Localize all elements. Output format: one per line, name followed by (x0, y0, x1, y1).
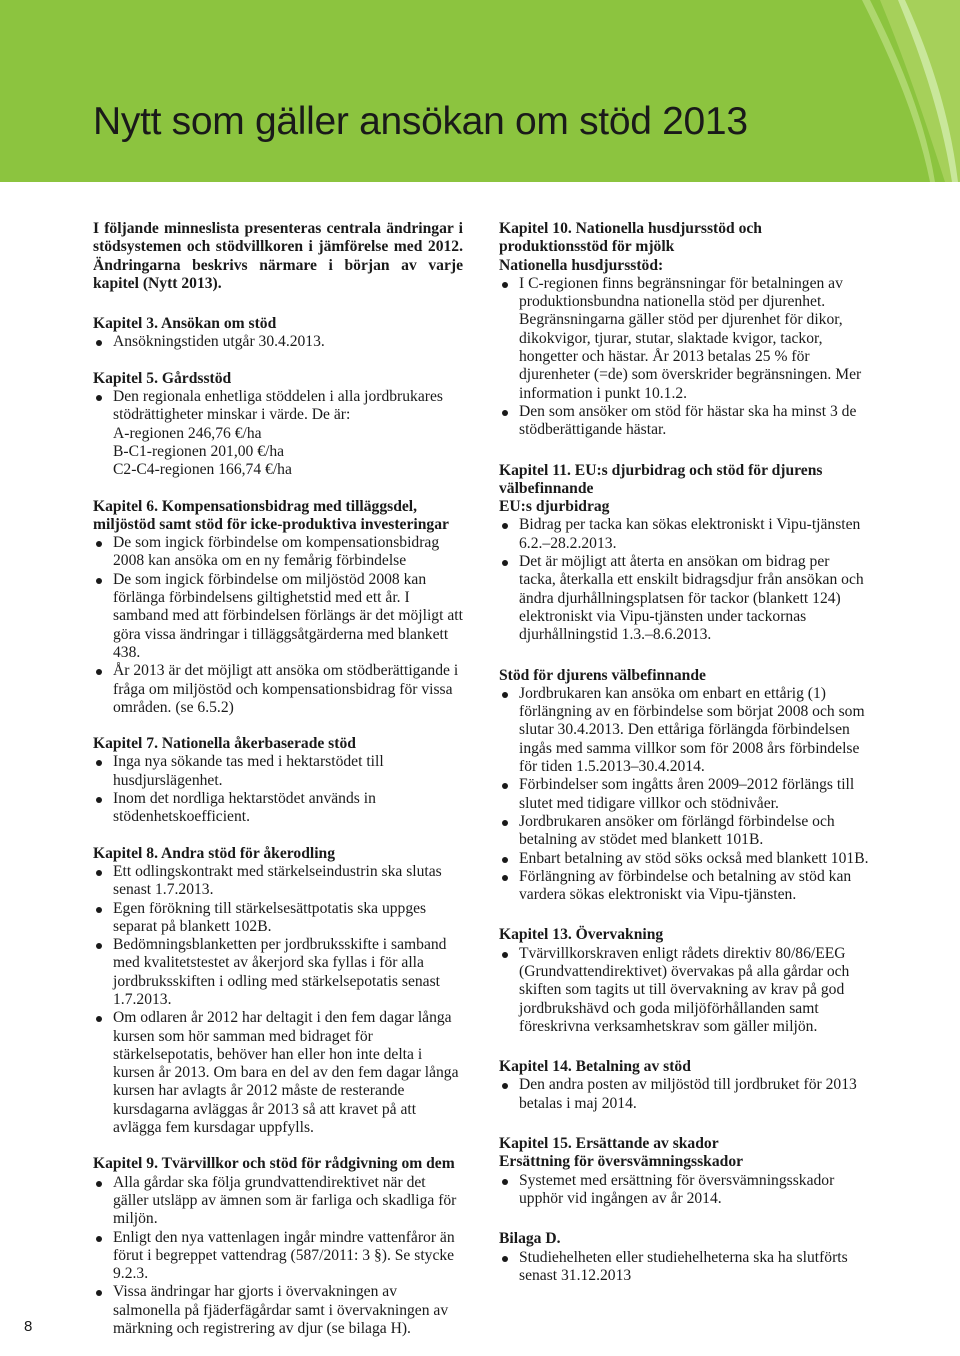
bullet-list (93, 753, 463, 826)
list-item: Tvärvillkorskraven enligt rådets direktiv 80/86/EEG (Grundvattendirektivet) övervakas på alla gårdar och skiften som tagits ut till övervakning av krav på god jordbrukshävd och goda miljöförhållanden samt föreskrivna verksamhetskrav som gäller miljön. (499, 945, 869, 1036)
section-kapitel-10 (499, 220, 869, 440)
list-item: Studiehelheten eller studiehelheterna ska ha slutförts senast 31.12.2013 (499, 1249, 869, 1286)
bullet-list (499, 516, 869, 644)
section-kapitel-8 (93, 845, 463, 1138)
bullet-list (499, 1249, 869, 1286)
list-item: Förbindelser som ingåtts åren 2009–2012 förlängs till slutet med tidigare villkor och stödnivåer. (499, 776, 869, 813)
intro-paragraph: I följande minneslista presenteras centrala ändringar i stödsystemen och stödvillkoren i jämförelse med 2012. Ändringarna beskrivs närmare i början av varje kapitel (Nytt 2013). (93, 220, 463, 292)
page-number: 8 (24, 1318, 33, 1335)
page-title: Nytt som gäller ansökan om stöd 2013 (93, 100, 748, 143)
bullet-list (93, 333, 463, 351)
section-heading: Stöd för djurens välbefinnande (499, 666, 706, 684)
section-heading: Kapitel 14. Betalning av stöd (499, 1058, 691, 1076)
bullet-list (499, 1076, 869, 1113)
bullet-list (93, 863, 463, 1137)
header-banner (0, 0, 960, 182)
list-item: Inom det nordliga hektarstödet används in stödenhetskoefficient. (93, 790, 463, 827)
bullet-list (499, 685, 869, 905)
list-item: Ett odlingskontrakt med stärkelseindustrin ska slutas senast 1.7.2013. (93, 863, 463, 900)
section-heading: Kapitel 3. Ansökan om stöd (93, 315, 277, 333)
list-item: De som ingick förbindelse om miljöstöd 2008 kan förlänga förbindelsens giltighetstid med ett år. I samband med att förbindelsen förlängs är det möjligt att göra vissa ändringar i tilläggsåtgärderna med blankett 438. (93, 571, 463, 662)
list-item: Den andra posten av miljöstöd till jordbruket för 2013 betalas i maj 2014. (499, 1076, 869, 1113)
list-item: Den regionala enhetliga stöddelen i alla jordbrukares stödrättigheter minskar i värde. De är: (93, 388, 463, 425)
list-item: Enligt den nya vattenlagen ingår mindre vattenfåror än förut i begreppet vattendrag (587/2011: 3 §). Se stycke 9.2.3. (93, 1229, 463, 1284)
section-kapitel-3 (93, 315, 463, 352)
rate-line: B-C1-regionen 201,00 €/ha (113, 442, 285, 460)
section-kapitel-13 (499, 926, 869, 1036)
list-item: Jordbrukaren kan ansöka om enbart en ettårig (1) förlängning av en förbindelse som börjat 2008 och som slutar 30.4.2013. Den ettåriga förlängda förbindelsen ingås med samma villkor som för 2008 års förbindelse för tiden 1.5.2013–30.4.2014. (499, 685, 869, 776)
list-item: Ansökningstiden utgår 30.4.2013. (93, 333, 463, 351)
list-item: Om odlaren år 2012 har deltagit i den fem dagar långa kursen som hör samman med bidraget för stärkelsepotatis, behöver han eller hon inte delta i kursen år 2013. Om bara en del av den fem dagar långa kursen har avlagts år 2012 måste de resterande kursdagarna avläggas år 2013 så att kravet på att avlägga fem kursdagar uppfylls. (93, 1009, 463, 1137)
right-column (499, 220, 869, 1303)
list-item: Enbart betalning av stöd söks också med blankett 101B. (499, 850, 869, 868)
list-item: Inga nya sökande tas med i hektarstödet till husdjurslägenhet. (93, 753, 463, 790)
rate-line: C2-C4-regionen 166,74 €/ha (113, 461, 292, 479)
section-kapitel-14 (499, 1058, 869, 1113)
section-subheading: Ersättning för översvämningsskador (499, 1153, 744, 1171)
section-kapitel-9 (93, 1155, 463, 1338)
list-item: Bidrag per tacka kan sökas elektroniskt i Vipu-tjänsten 6.2.–28.2.2013. (499, 516, 869, 553)
section-kapitel-11 (499, 462, 869, 645)
section-heading: Kapitel 5. Gårdsstöd (93, 369, 232, 387)
section-heading: Kapitel 9. Tvärvillkor och stöd för rådgivning om dem (93, 1155, 455, 1173)
bullet-list (499, 1172, 869, 1209)
bullet-list (499, 275, 869, 440)
list-item: Bedömningsblanketten per jordbruksskifte i samband med kvalitetstestet av åkerjord ska fyllas i för alla jordbruksskiften i odling med stärkelsepotatis senast 1.7.2013. (93, 936, 463, 1009)
list-item: År 2013 är det möjligt att ansöka om stödberättigande i fråga om miljöstöd och kompensationsbidrag för vissa områden. (se 6.5.2) (93, 662, 463, 717)
section-subheading: Nationella husdjursstöd: (499, 256, 664, 274)
section-kapitel-5 (93, 370, 463, 480)
section-subheading: EU:s djurbidrag (499, 498, 610, 516)
section-heading: Kapitel 10. Nationella husdjursstöd och produktionsstöd för mjölk (499, 220, 762, 256)
list-item: Förlängning av förbindelse och betalning av stöd kan vardera sökas elektroniskt via Vipu-tjänsten. (499, 868, 869, 905)
list-item: Egen förökning till stärkelsesättpotatis ska uppges separat på blankett 102B. (93, 900, 463, 937)
section-heading: Kapitel 15. Ersättande av skador (499, 1135, 719, 1153)
list-item: Den som ansöker om stöd för hästar ska ha minst 3 de stödberättigande hästar. (499, 403, 869, 440)
section-heading: Kapitel 6. Kompensationsbidrag med tilläggsdel, miljöstöd samt stöd för icke-produktiva investeringar (93, 497, 449, 533)
section-heading: Kapitel 13. Övervakning (499, 926, 664, 944)
rate-line: A-regionen 246,76 €/ha (113, 424, 262, 442)
section-heading: Kapitel 8. Andra stöd för åkerodling (93, 844, 336, 862)
section-kapitel-7 (93, 735, 463, 826)
section-heading: Kapitel 11. EU:s djurbidrag och stöd för djurens välbefinnande (499, 461, 823, 497)
list-item: Systemet med ersättning för översvämningsskador upphör vid ingången av år 2014. (499, 1172, 869, 1209)
list-item: Vissa ändringar har gjorts i övervakningen av salmonella på fjäderfägårdar samt i övervakningen av märkning och registrering av djur (se bilaga H). (93, 1283, 463, 1338)
leaf-curve-decoration (0, 0, 960, 182)
section-heading: Kapitel 7. Nationella åkerbaserade stöd (93, 735, 356, 753)
section-djurens-valbefinnande (499, 667, 869, 905)
left-column (93, 220, 463, 1356)
list-item: Det är möjligt att återta en ansökan om bidrag per tacka, återkalla ett enskilt bidragsdjur från ansökan och ändra djurhållningsplatsen för tackor (blankett 124) elektroniskt via Vipu-tjänsten under tackornas djurhållningstid 1.3.–8.6.2013. (499, 553, 869, 644)
list-item: Alla gårdar ska följa grundvattendirektivet när det gäller utsläpp av ämnen som är farliga och skadliga för miljön. (93, 1174, 463, 1229)
list-item: Jordbrukaren ansöker om förlängd förbindelse och betalning av stödet med blankett 101B. (499, 813, 869, 850)
section-bilaga-d (499, 1230, 869, 1285)
section-kapitel-15 (499, 1135, 869, 1208)
bullet-list (499, 945, 869, 1036)
list-item: I C-regionen finns begränsningar för betalningen av produktionsbundna nationella stöd per djurenhet. Begränsningarna gäller stöd per djurenhet för dikor, dikokvigor, tjurar, stutar, slaktade kvigor, tackor, hongetter och hästar. År 2013 betalas 25 % för djurenheter (=de) som överskrider begränsningen. Mer information i punkt 10.1.2. (499, 275, 869, 403)
section-heading: Bilaga D. (499, 1230, 561, 1248)
bullet-list (93, 534, 463, 717)
bullet-list (93, 1174, 463, 1339)
list-item: De som ingick förbindelse om kompensationsbidrag 2008 kan ansöka om en ny femårig förbindelse (93, 534, 463, 571)
section-kapitel-6 (93, 498, 463, 718)
bullet-list (93, 388, 463, 425)
